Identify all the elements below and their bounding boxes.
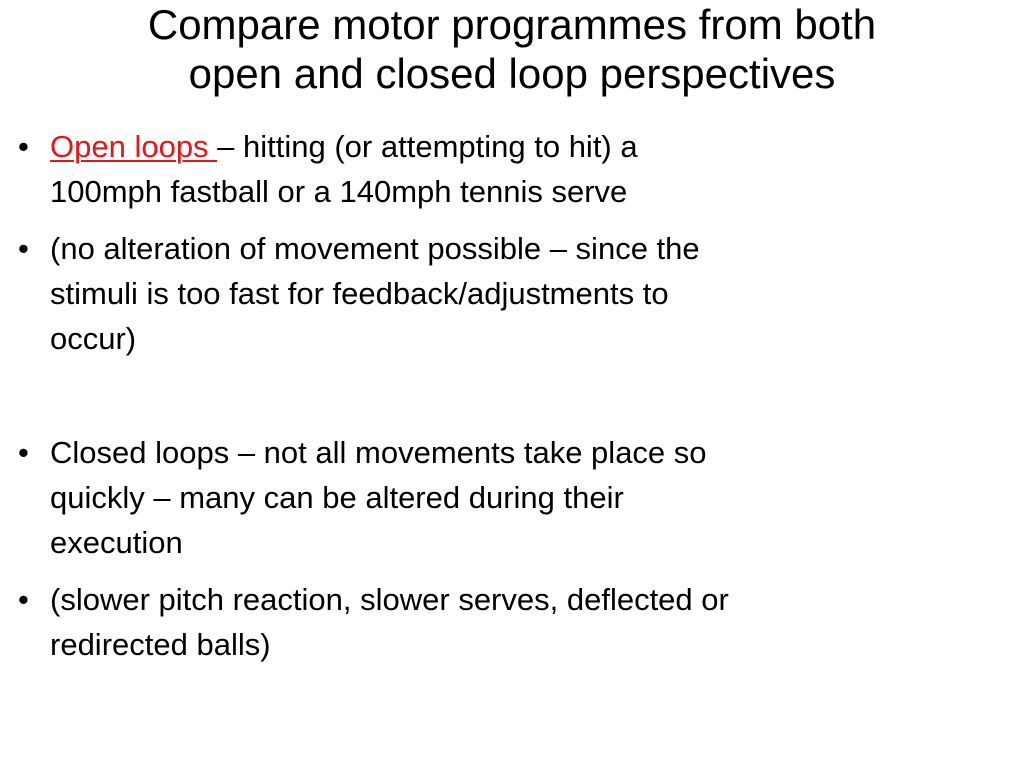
slide-title-line-1: Compare motor programmes from both [147, 1, 877, 48]
open-loops-description: – hitting (or attempting to hit) a [217, 129, 638, 164]
slide-title-line-2: open and closed loop perspectives [188, 50, 836, 97]
empty-paragraph [18, 373, 998, 418]
bullet-item-slower-pitch [18, 577, 998, 667]
bullet-item-line: 100mph fastball or a 140mph tennis serve [50, 174, 628, 209]
bullet-item-line [50, 124, 998, 169]
bullet-dot-icon: • [18, 129, 29, 164]
bullet-item-line: stimuli is too fast for feedback/adjustments to [50, 276, 669, 311]
bullet-item-open-loops [18, 124, 998, 214]
bullet-item-line: (no alteration of movement possible – since the [50, 231, 700, 266]
bullet-dot-icon: • [18, 582, 29, 617]
bullet-dot-icon: • [18, 231, 29, 266]
slide-title [40, 0, 984, 98]
bullet-item-no-alteration [18, 226, 998, 361]
bullet-item-line: occur) [50, 321, 137, 356]
bullet-item-line: Closed loops – not all movements take place so [50, 435, 707, 470]
bullet-item-line: quickly – many can be altered during their [50, 480, 624, 515]
open-loops-term-link[interactable]: Open loops [50, 129, 218, 164]
bullet-list [18, 124, 998, 679]
bullet-item-closed-loops [18, 430, 998, 565]
bullet-item-line: (slower pitch reaction, slower serves, deflected or [50, 582, 729, 617]
bullet-item-line: redirected balls) [50, 627, 271, 662]
bullet-dot-icon: • [18, 435, 29, 470]
bullet-item-line: execution [50, 525, 183, 560]
